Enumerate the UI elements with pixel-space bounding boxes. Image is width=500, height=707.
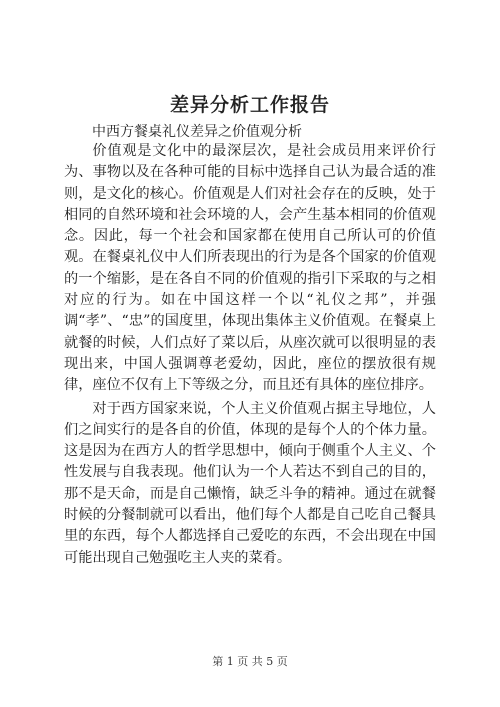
document-subtitle: 中西方餐桌礼仪差异之价值观分析 bbox=[92, 124, 302, 140]
body-paragraph: 价值观是文化中的最深层次，是社会成员用来评价行为、事物以及在各种可能的目标中选择自己认为最合适的准则，是文化的核心。价值观是人们对社会存在的反映，处于相同的自然环境和社会环境的人，会产生基本相同的价值观念。因此，每一个社会和国家都在使用自己所认可的价值观。在餐桌礼仪中人们所表现出的行为是各个国家的价值观的一个缩影，是在各自不同的价值观的指引下采取的与之相对应的行为。如在中国这样一个以“礼仪之邦”，并强调“孝”、“忠”的国度里，体现出集体主义价值观。在餐桌上就餐的时候，人们点好了菜以后，从座次就可以很明显的表现出来，中国人强调尊老爱幼，因此，座位的摆放很有规律，座位不仅有上下等级之分，而且还有具体的座位排序。 bbox=[64, 143, 436, 394]
document-body bbox=[64, 141, 436, 569]
page-number: 第 1 页 共 5 页 bbox=[212, 655, 288, 668]
page-title: 差异分析工作报告 bbox=[169, 94, 330, 116]
body-paragraph: 对于西方国家来说，个人主义价值观占据主导地位，人们之间实行的是各自的价值，体现的是每个人的个体力量。这是因为在西方人的哲学思想中，倾向于侧重个人主义、个性发展与自我表现。他们认为一个人若达不到自己的目的，那不是天命，而是自己懒惰，缺乏斗争的精神。通过在就餐时候的分餐制就可以看出，他们每个人都是自己吃自己餐具里的东西，每个人都选择自己爱吃的东西，不会出现在中国可能出现自己勉强吃主人夹的菜肴。 bbox=[64, 400, 436, 566]
